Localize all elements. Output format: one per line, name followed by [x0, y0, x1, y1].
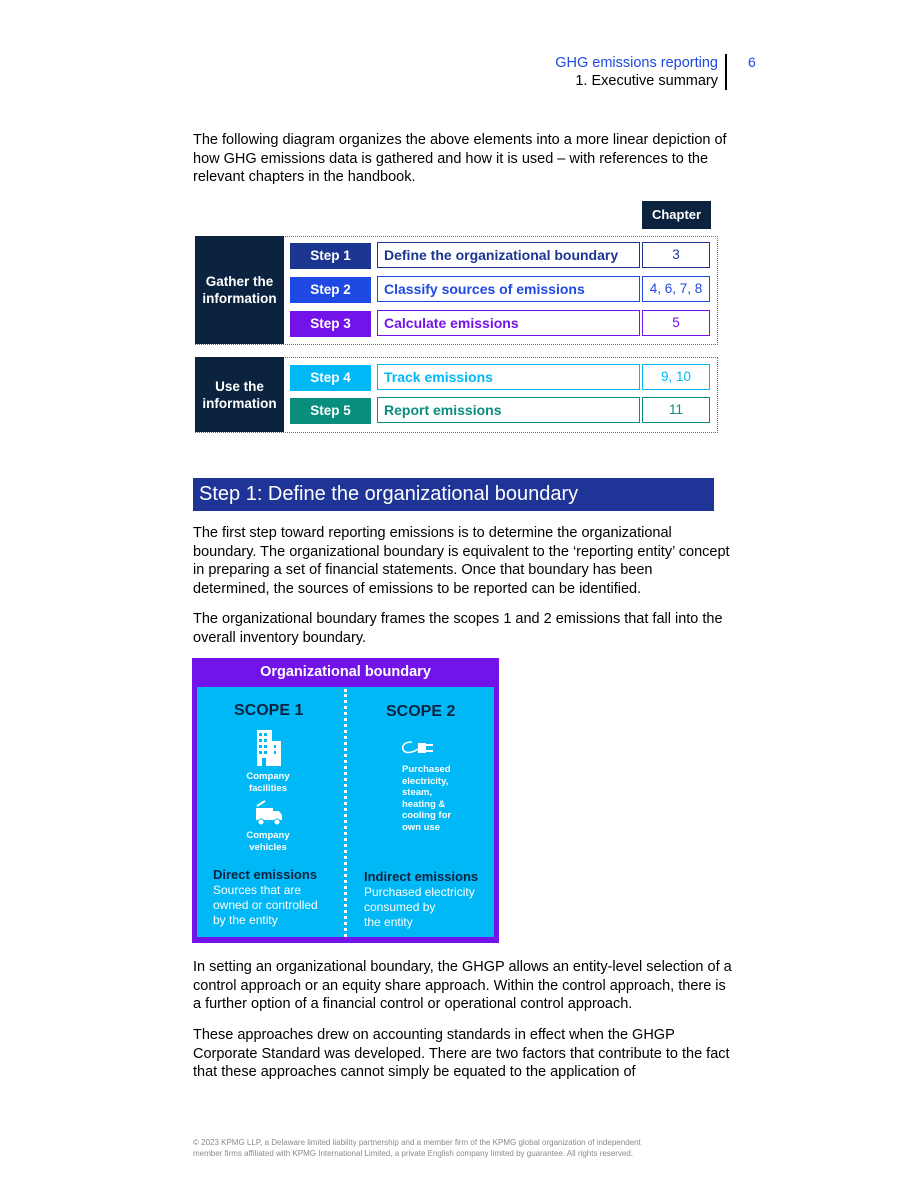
company-vehicles-label	[222, 830, 314, 853]
step4-badge: Step 4	[290, 365, 371, 391]
header-divider	[725, 54, 727, 90]
direct-line1: Sources that are	[213, 883, 302, 897]
step1-chapter: 3	[642, 242, 710, 268]
org-boundary-title: Organizational boundary	[260, 664, 431, 680]
step2-chapter: 4, 6, 7, 8	[642, 276, 710, 302]
step4-chapter: 9, 10	[642, 364, 710, 390]
step5-badge: Step 5	[290, 398, 371, 424]
paragraph-2: The organizational boundary frames the scopes 1 and 2 emissions that fall into the overall inventory boundary.	[193, 611, 723, 646]
paragraph-3: In setting an organizational boundary, the GHGP allows an entity-level selection of a control approach or an equity share approach. Within the control approach, there is a further option of a financial control or operational control approach.	[193, 959, 732, 1012]
document-title: GHG emissions reporting	[555, 55, 718, 71]
gather-label-line1: Gather the	[205, 274, 274, 289]
facilities-line2: facilities	[248, 782, 288, 794]
paragraph-1: The first step toward reporting emissions is to determine the organizational boundary. The organizational boundary is equivalent to the ‘reporting entity’ concept in preparing a set of financial statements. Once that boundary has been determined, the sources of emissions to be reported can be identified.	[193, 525, 730, 597]
step3-badge: Step 3	[290, 311, 371, 337]
facilities-line1: Company	[246, 771, 290, 782]
paragraph-4: These approaches drew on accounting standards in effect when the GHGP Corporate Standard was developed. There are two factors that contribute to the fact that these approaches cannot simply be equated to the application of	[193, 1027, 730, 1080]
indirect-emissions-text	[364, 885, 475, 930]
page-number: 6	[748, 54, 756, 70]
indirect-line3: the entity	[364, 915, 413, 929]
indirect-emissions-title: Indirect emissions	[364, 869, 479, 884]
intro-paragraph: The following diagram organizes the above elements into a more linear depiction of how GHG emissions data is gathered and how it is used – with references to the relevant chapters in the handbook.	[193, 132, 727, 185]
step1-badge: Step 1	[290, 243, 371, 269]
chapter-header: Chapter	[642, 201, 711, 229]
running-header	[555, 54, 718, 90]
scope1-title: SCOPE 1	[234, 702, 304, 719]
chapter-title: 1. Executive summary	[575, 73, 718, 89]
step2-description: Classify sources of emissions	[377, 276, 640, 302]
direct-line3: by the entity	[213, 913, 278, 927]
footer-line1: © 2023 KPMG LLP, a Delaware limited liability partnership and a member firm of the KPMG global organization of independent	[193, 1138, 641, 1147]
gather-label	[195, 236, 284, 344]
indirect-line1: Purchased electricity	[364, 885, 475, 899]
purchased-energy-label	[402, 764, 451, 833]
step1-description: Define the organizational boundary	[377, 242, 640, 268]
scope2-title: SCOPE 2	[386, 703, 456, 720]
energy-line3: steam,	[402, 787, 433, 798]
vehicles-line1: Company	[246, 830, 290, 841]
step5-chapter: 11	[642, 397, 710, 423]
energy-line1: Purchased	[402, 764, 451, 775]
use-label	[195, 357, 284, 432]
energy-line6: own use	[402, 821, 441, 833]
gather-label-line2: information	[202, 291, 277, 306]
building-icon	[256, 729, 282, 767]
company-facilities-label	[222, 771, 314, 794]
step5-description: Report emissions	[377, 397, 640, 423]
energy-line5: cooling for	[402, 810, 452, 821]
step3-chapter: 5	[642, 310, 710, 336]
direct-emissions-title: Direct emissions	[213, 867, 318, 882]
direct-line2: owned or controlled	[213, 898, 318, 912]
step2-badge: Step 2	[290, 277, 371, 303]
section-heading: Step 1: Define the organizational boundary	[193, 478, 714, 511]
plug-icon	[400, 737, 436, 757]
org-boundary-graphic	[192, 658, 499, 943]
truck-icon	[255, 800, 283, 826]
energy-line4: heating &	[402, 798, 446, 810]
scope-divider	[344, 689, 347, 937]
use-label-line1: Use the	[215, 378, 264, 394]
indirect-line2: consumed by	[364, 900, 436, 914]
step4-description: Track emissions	[377, 364, 640, 390]
energy-line2: electricity,	[402, 775, 449, 787]
footer-line2: member firms affiliated with KPMG International Limited, a private English company limited by guarantee. All rights reserved.	[193, 1148, 634, 1158]
step3-description: Calculate emissions	[377, 310, 640, 336]
use-label-line2: information	[202, 395, 277, 411]
copyright-footer	[193, 1138, 733, 1159]
vehicles-line2: vehicles	[249, 841, 287, 853]
direct-emissions-text	[213, 883, 318, 928]
